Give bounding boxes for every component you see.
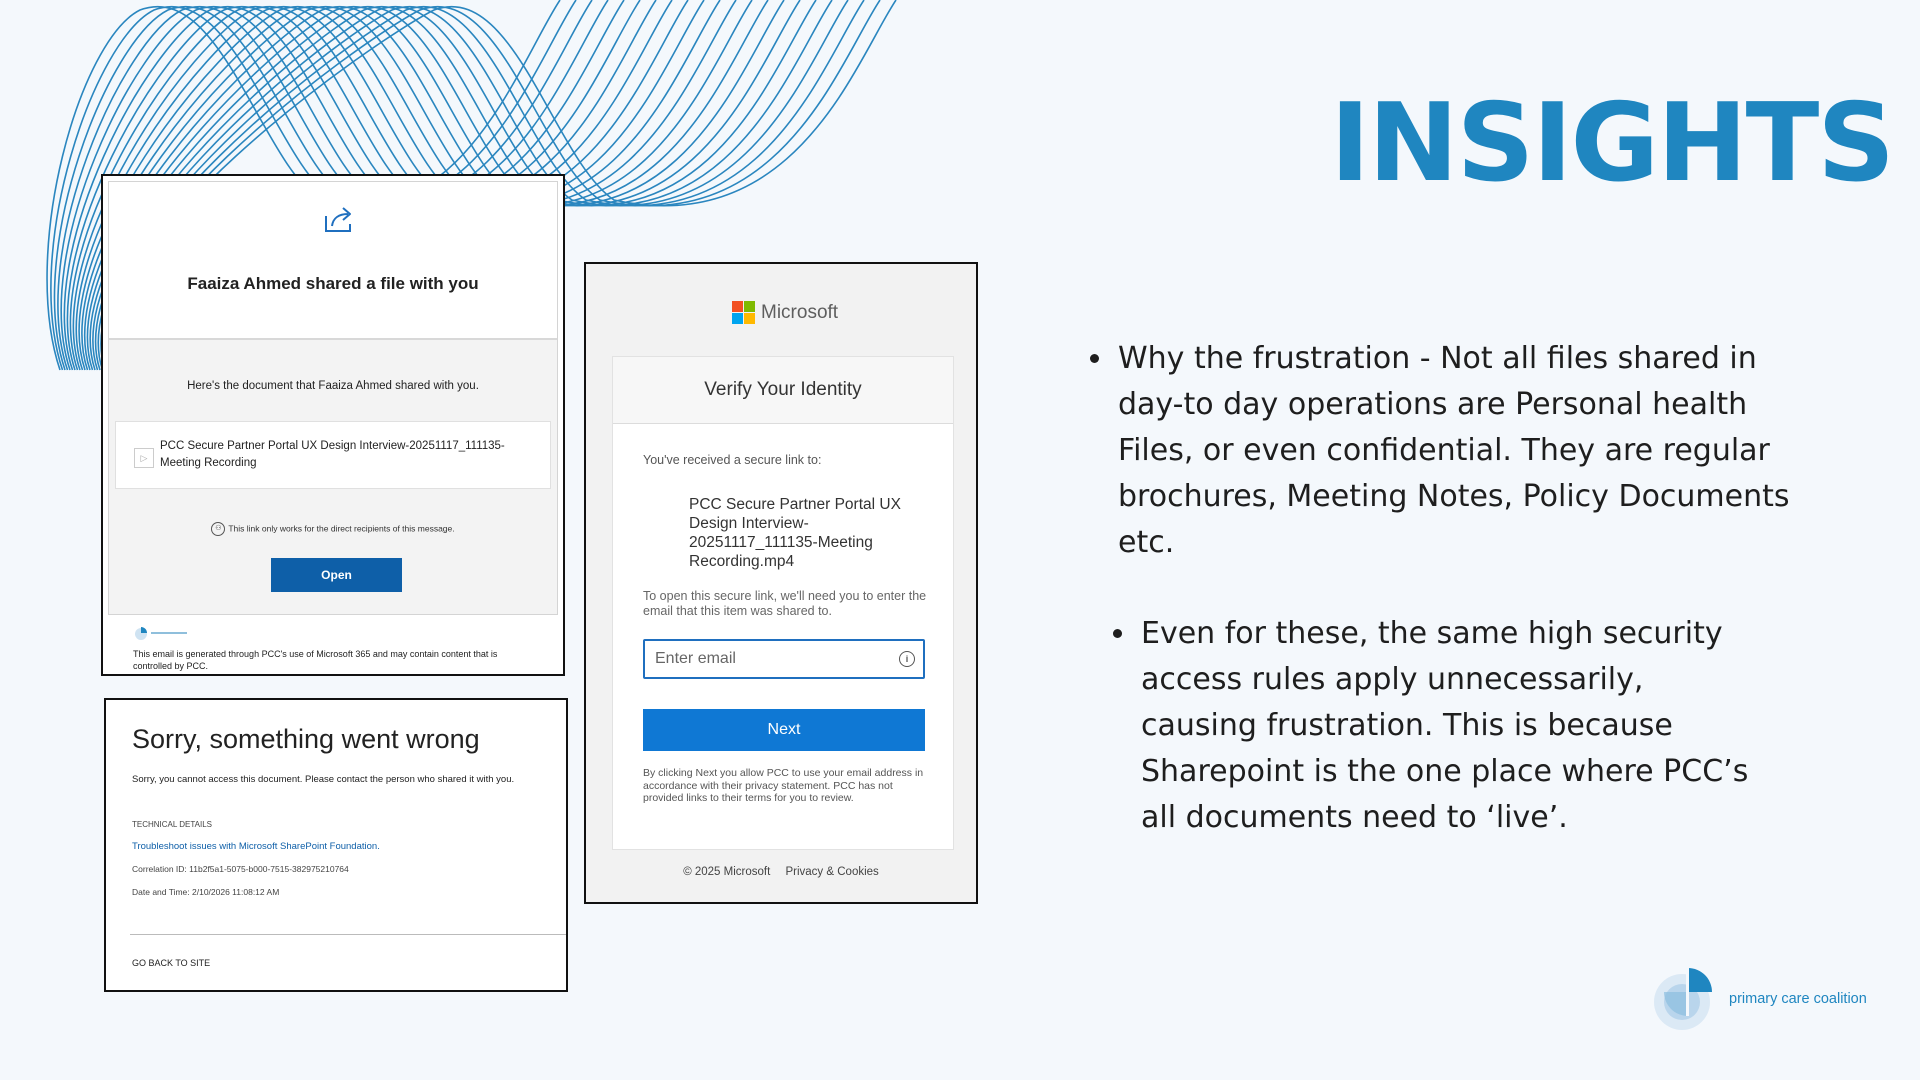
verify-card: [612, 356, 954, 850]
insight-bullet-1: Why the frustration - Not all files shared in day-to day operations are Personal health Files, or even confidential. They are regular brochures, Meeting Notes, Policy Documents etc.: [1090, 336, 1810, 566]
share-email-description: Here's the document that Faaiza Ahmed shared with you.: [187, 380, 479, 392]
error-title: Sorry, something went wrong: [132, 724, 480, 754]
insight-bullet-list-1: [1090, 336, 1810, 566]
people-icon: ⚇: [211, 522, 225, 536]
error-message: Sorry, you cannot access this document. Please contact the person who shared it with you.: [132, 774, 515, 785]
pcc-small-logo: [133, 624, 193, 642]
page-title: INSIGHTS: [1330, 81, 1894, 206]
share-icon: [323, 204, 357, 234]
copyright-text: © 2025 Microsoft: [683, 866, 771, 878]
secure-file-name: PCC Secure Partner Portal UX Design Interview-20251117_111135-Meeting Recording.mp4: [689, 496, 901, 570]
divider: [130, 934, 566, 935]
verify-instructions: To open this secure link, we'll need you to enter the email that this item was shared to.: [643, 589, 927, 618]
file-play-icon: ▷: [134, 448, 154, 468]
verify-heading: Verify Your Identity: [613, 357, 953, 424]
share-email-screenshot: [101, 174, 565, 676]
insight-bullet-list-2: [1113, 611, 1763, 841]
share-email-footer: This email is generated through PCC's use of Microsoft 365 and may contain content that is controlled by PCC.: [133, 649, 498, 671]
troubleshoot-link[interactable]: Troubleshoot issues with Microsoft SharePoint Foundation.: [132, 841, 380, 852]
error-datetime: Date and Time: 2/10/2026 11:08:12 AM: [132, 887, 280, 897]
verify-identity-screenshot: [584, 262, 978, 904]
open-button[interactable]: Open: [271, 558, 402, 592]
shared-file-name: PCC Secure Partner Portal UX Design Interview-20251117_111135-Meeting Recording: [160, 440, 505, 469]
correlation-id: Correlation ID: 11b2f5a1-5075-b000-7515-382975210764: [132, 864, 349, 874]
insight-bullet-2: Even for these, the same high security access rules apply unnecessarily, causing frustration. This is because Sharepoint is the one place where PCC’s all documents need to ‘live’.: [1113, 611, 1763, 841]
privacy-cookies-link[interactable]: Privacy & Cookies: [785, 866, 879, 878]
verify-footer: [586, 866, 976, 878]
share-email-header: [109, 182, 557, 340]
go-back-link[interactable]: GO BACK TO SITE: [132, 958, 211, 968]
pcc-brand-text: primary care coalition: [1729, 991, 1867, 1007]
share-email-body: [108, 181, 558, 615]
link-restriction-text: This link only works for the direct recipients of this message.: [228, 523, 455, 534]
info-icon[interactable]: i: [899, 651, 915, 667]
next-button[interactable]: Next: [643, 709, 925, 751]
microsoft-wordmark: Microsoft: [761, 302, 839, 323]
secure-link-lead: You've received a secure link to:: [643, 453, 822, 467]
link-restriction-note: [109, 522, 557, 536]
microsoft-grid-icon: [732, 301, 756, 325]
pcc-logo-icon: [1650, 960, 1724, 1034]
technical-details-heading: TECHNICAL DETAILS: [132, 820, 213, 829]
shared-file-card[interactable]: [115, 421, 551, 489]
email-input[interactable]: [643, 639, 925, 679]
share-email-title: Faaiza Ahmed shared a file with you: [187, 274, 479, 293]
consent-legal-text: By clicking Next you allow PCC to use your email address in accordance with their privacy statement. PCC has not provided links to their terms for you to review.: [643, 767, 924, 804]
error-page-screenshot: [104, 698, 568, 992]
